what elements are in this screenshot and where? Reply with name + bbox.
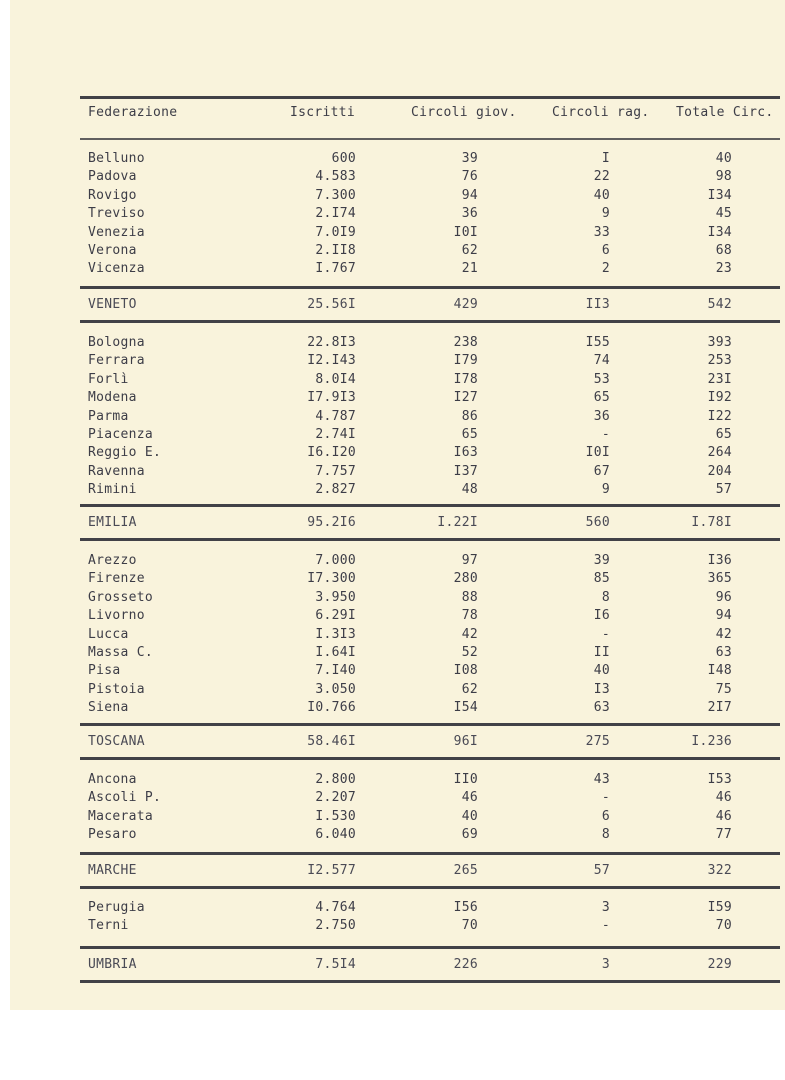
totale-circ-cell: 2I7 bbox=[707, 700, 732, 715]
table-row bbox=[0, 771, 785, 789]
iscritti-cell: 7.757 bbox=[315, 464, 356, 479]
table-row bbox=[0, 570, 785, 588]
federazione-cell: Pistoia bbox=[88, 682, 145, 697]
circoli-giov-cell: 429 bbox=[453, 297, 478, 312]
region-total-bottom-rule bbox=[80, 538, 780, 541]
header-bottom-rule bbox=[80, 138, 780, 140]
totale-circ-cell: 63 bbox=[715, 645, 732, 660]
region-total-row bbox=[0, 514, 785, 532]
circoli-giov-cell: 78 bbox=[461, 608, 478, 623]
iscritti-cell: I7.300 bbox=[307, 571, 356, 586]
circoli-rag-cell: 39 bbox=[593, 553, 610, 568]
circoli-giov-cell: I0I bbox=[453, 225, 478, 240]
federazione-cell: Reggio E. bbox=[88, 445, 162, 460]
iscritti-cell: 4.764 bbox=[315, 900, 356, 915]
federazione-cell: Ravenna bbox=[88, 464, 145, 479]
header-circoli-rag: Circoli rag. bbox=[552, 105, 650, 120]
region-total-bottom-rule bbox=[80, 320, 780, 323]
totale-circ-cell: 46 bbox=[715, 790, 732, 805]
circoli-giov-cell: 96I bbox=[453, 734, 478, 749]
table-row bbox=[0, 444, 785, 462]
circoli-rag-cell: I0I bbox=[585, 445, 610, 460]
totale-circ-cell: 365 bbox=[707, 571, 732, 586]
circoli-rag-cell: I3 bbox=[593, 682, 610, 697]
federazione-cell: Pisa bbox=[88, 663, 121, 678]
table-row bbox=[0, 552, 785, 570]
iscritti-cell: I7.9I3 bbox=[307, 390, 356, 405]
circoli-giov-cell: I.22I bbox=[437, 515, 478, 530]
circoli-giov-cell: 62 bbox=[461, 682, 478, 697]
table-row bbox=[0, 408, 785, 426]
federazione-cell: Parma bbox=[88, 409, 129, 424]
totale-circ-cell: I34 bbox=[707, 225, 732, 240]
iscritti-cell: 7.300 bbox=[315, 188, 356, 203]
circoli-giov-cell: I54 bbox=[453, 700, 478, 715]
circoli-rag-cell: 40 bbox=[593, 663, 610, 678]
federazione-cell: Firenze bbox=[88, 571, 145, 586]
header-totale-circ: Totale Circ. bbox=[676, 105, 774, 120]
circoli-giov-cell: 65 bbox=[461, 427, 478, 442]
federazione-cell: Macerata bbox=[88, 809, 154, 824]
circoli-giov-cell: 40 bbox=[461, 809, 478, 824]
region-total-row bbox=[0, 733, 785, 751]
iscritti-cell: 8.0I4 bbox=[315, 372, 356, 387]
circoli-rag-cell: 560 bbox=[585, 515, 610, 530]
table-row bbox=[0, 626, 785, 644]
totale-circ-cell: I53 bbox=[707, 772, 732, 787]
totale-circ-cell: 229 bbox=[707, 957, 732, 972]
iscritti-cell: 4.583 bbox=[315, 169, 356, 184]
table-row bbox=[0, 352, 785, 370]
federazione-cell: TOSCANA bbox=[88, 734, 145, 749]
federazione-cell: EMILIA bbox=[88, 515, 137, 530]
table-row bbox=[0, 371, 785, 389]
totale-circ-cell: 70 bbox=[715, 918, 732, 933]
circoli-rag-cell: 22 bbox=[593, 169, 610, 184]
table-row bbox=[0, 334, 785, 352]
table-row bbox=[0, 644, 785, 662]
region-separator-rule bbox=[80, 852, 780, 855]
region-total-row bbox=[0, 296, 785, 314]
circoli-giov-cell: 238 bbox=[453, 335, 478, 350]
totale-circ-cell: I36 bbox=[707, 553, 732, 568]
circoli-rag-cell: - bbox=[601, 790, 610, 805]
totale-circ-cell: 57 bbox=[715, 482, 732, 497]
iscritti-cell: I6.I20 bbox=[307, 445, 356, 460]
circoli-rag-cell: 40 bbox=[593, 188, 610, 203]
totale-circ-cell: I59 bbox=[707, 900, 732, 915]
table-row bbox=[0, 589, 785, 607]
federazione-cell: Pesaro bbox=[88, 827, 137, 842]
totale-circ-cell: I22 bbox=[707, 409, 732, 424]
circoli-rag-cell: II bbox=[593, 645, 610, 660]
circoli-rag-cell: 67 bbox=[593, 464, 610, 479]
circoli-rag-cell: I6 bbox=[593, 608, 610, 623]
circoli-giov-cell: 39 bbox=[461, 151, 478, 166]
totale-circ-cell: 94 bbox=[715, 608, 732, 623]
circoli-giov-cell: 86 bbox=[461, 409, 478, 424]
federazione-cell: Lucca bbox=[88, 627, 129, 642]
federazione-cell: Ferrara bbox=[88, 353, 145, 368]
table-row bbox=[0, 681, 785, 699]
circoli-rag-cell: 53 bbox=[593, 372, 610, 387]
circoli-rag-cell: 43 bbox=[593, 772, 610, 787]
totale-circ-cell: 204 bbox=[707, 464, 732, 479]
federazione-cell: Grosseto bbox=[88, 590, 154, 605]
federazione-cell: Vicenza bbox=[88, 261, 145, 276]
iscritti-cell: 2.II8 bbox=[315, 243, 356, 258]
circoli-rag-cell: 3 bbox=[601, 900, 610, 915]
circoli-giov-cell: I78 bbox=[453, 372, 478, 387]
region-total-row bbox=[0, 862, 785, 880]
federazione-cell: Livorno bbox=[88, 608, 145, 623]
federazione-cell: Ascoli P. bbox=[88, 790, 162, 805]
circoli-rag-cell: - bbox=[601, 427, 610, 442]
table-row bbox=[0, 187, 785, 205]
table-row bbox=[0, 463, 785, 481]
iscritti-cell: 7.0I9 bbox=[315, 225, 356, 240]
totale-circ-cell: I.236 bbox=[691, 734, 732, 749]
federazione-cell: Rovigo bbox=[88, 188, 137, 203]
federazione-cell: Treviso bbox=[88, 206, 145, 221]
circoli-rag-cell: 9 bbox=[601, 206, 610, 221]
circoli-giov-cell: 69 bbox=[461, 827, 478, 842]
totale-circ-cell: 75 bbox=[715, 682, 732, 697]
region-separator-rule bbox=[80, 946, 780, 949]
totale-circ-cell: 393 bbox=[707, 335, 732, 350]
header-federazione: Federazione bbox=[88, 105, 178, 120]
iscritti-cell: I.3I3 bbox=[315, 627, 356, 642]
table-row bbox=[0, 899, 785, 917]
iscritti-cell: 2.750 bbox=[315, 918, 356, 933]
circoli-giov-cell: 88 bbox=[461, 590, 478, 605]
circoli-giov-cell: 48 bbox=[461, 482, 478, 497]
table-row bbox=[0, 808, 785, 826]
circoli-giov-cell: 21 bbox=[461, 261, 478, 276]
totale-circ-cell: I.78I bbox=[691, 515, 732, 530]
region-separator-rule bbox=[80, 286, 780, 289]
iscritti-cell: 7.5I4 bbox=[315, 957, 356, 972]
table-header bbox=[0, 104, 785, 122]
table-row bbox=[0, 481, 785, 499]
federazione-cell: Belluno bbox=[88, 151, 145, 166]
federazione-cell: Rimini bbox=[88, 482, 137, 497]
circoli-rag-cell: 36 bbox=[593, 409, 610, 424]
circoli-giov-cell: 280 bbox=[453, 571, 478, 586]
iscritti-cell: 25.56I bbox=[307, 297, 356, 312]
circoli-giov-cell: 52 bbox=[461, 645, 478, 660]
circoli-giov-cell: I08 bbox=[453, 663, 478, 678]
federazione-cell: Padova bbox=[88, 169, 137, 184]
header-circoli-giov: Circoli giov. bbox=[411, 105, 517, 120]
circoli-giov-cell: 36 bbox=[461, 206, 478, 221]
circoli-rag-cell: 275 bbox=[585, 734, 610, 749]
region-total-row bbox=[0, 956, 785, 974]
iscritti-cell: 7.I40 bbox=[315, 663, 356, 678]
circoli-rag-cell: 33 bbox=[593, 225, 610, 240]
iscritti-cell: 4.787 bbox=[315, 409, 356, 424]
iscritti-cell: 95.2I6 bbox=[307, 515, 356, 530]
totale-circ-cell: 264 bbox=[707, 445, 732, 460]
table-row bbox=[0, 389, 785, 407]
federazione-cell: Bologna bbox=[88, 335, 145, 350]
circoli-rag-cell: 9 bbox=[601, 482, 610, 497]
totale-circ-cell: 23 bbox=[715, 261, 732, 276]
iscritti-cell: 2.800 bbox=[315, 772, 356, 787]
table-row bbox=[0, 607, 785, 625]
iscritti-cell: 6.29I bbox=[315, 608, 356, 623]
circoli-rag-cell: 57 bbox=[593, 863, 610, 878]
totale-circ-cell: 45 bbox=[715, 206, 732, 221]
circoli-giov-cell: I56 bbox=[453, 900, 478, 915]
table-row bbox=[0, 826, 785, 844]
circoli-rag-cell: I55 bbox=[585, 335, 610, 350]
region-separator-rule bbox=[80, 504, 780, 507]
federazione-cell: MARCHE bbox=[88, 863, 137, 878]
circoli-giov-cell: I63 bbox=[453, 445, 478, 460]
circoli-giov-cell: 97 bbox=[461, 553, 478, 568]
circoli-rag-cell: 6 bbox=[601, 809, 610, 824]
circoli-giov-cell: 42 bbox=[461, 627, 478, 642]
federazione-cell: Massa C. bbox=[88, 645, 154, 660]
header-iscritti: Iscritti bbox=[290, 105, 356, 120]
table-row bbox=[0, 662, 785, 680]
circoli-giov-cell: I37 bbox=[453, 464, 478, 479]
table-row bbox=[0, 224, 785, 242]
iscritti-cell: 2.74I bbox=[315, 427, 356, 442]
iscritti-cell: 3.050 bbox=[315, 682, 356, 697]
circoli-rag-cell: 85 bbox=[593, 571, 610, 586]
circoli-rag-cell: 74 bbox=[593, 353, 610, 368]
totale-circ-cell: I34 bbox=[707, 188, 732, 203]
region-total-bottom-rule bbox=[80, 886, 780, 889]
region-total-bottom-rule bbox=[80, 757, 780, 760]
table-row bbox=[0, 168, 785, 186]
table-row bbox=[0, 789, 785, 807]
circoli-giov-cell: 46 bbox=[461, 790, 478, 805]
iscritti-cell: I.767 bbox=[315, 261, 356, 276]
iscritti-cell: 600 bbox=[331, 151, 356, 166]
region-separator-rule bbox=[80, 723, 780, 726]
circoli-rag-cell: 3 bbox=[601, 957, 610, 972]
federazione-cell: Terni bbox=[88, 918, 129, 933]
circoli-giov-cell: 94 bbox=[461, 188, 478, 203]
circoli-giov-cell: II0 bbox=[453, 772, 478, 787]
table-row bbox=[0, 426, 785, 444]
table-row bbox=[0, 242, 785, 260]
table-row bbox=[0, 205, 785, 223]
header-top-rule bbox=[80, 96, 780, 99]
federazione-cell: Venezia bbox=[88, 225, 145, 240]
region-total-bottom-rule bbox=[80, 980, 780, 983]
totale-circ-cell: 65 bbox=[715, 427, 732, 442]
totale-circ-cell: 253 bbox=[707, 353, 732, 368]
iscritti-cell: 7.000 bbox=[315, 553, 356, 568]
federazione-cell: Modena bbox=[88, 390, 137, 405]
iscritti-cell: 58.46I bbox=[307, 734, 356, 749]
iscritti-cell: I2.577 bbox=[307, 863, 356, 878]
iscritti-cell: I.530 bbox=[315, 809, 356, 824]
table-row bbox=[0, 917, 785, 935]
iscritti-cell: 22.8I3 bbox=[307, 335, 356, 350]
iscritti-cell: 2.I74 bbox=[315, 206, 356, 221]
federazione-cell: Verona bbox=[88, 243, 137, 258]
circoli-giov-cell: 226 bbox=[453, 957, 478, 972]
totale-circ-cell: 77 bbox=[715, 827, 732, 842]
circoli-rag-cell: - bbox=[601, 918, 610, 933]
circoli-giov-cell: 76 bbox=[461, 169, 478, 184]
totale-circ-cell: I48 bbox=[707, 663, 732, 678]
iscritti-cell: I2.I43 bbox=[307, 353, 356, 368]
circoli-rag-cell: 8 bbox=[601, 827, 610, 842]
circoli-giov-cell: I79 bbox=[453, 353, 478, 368]
federazione-cell: Siena bbox=[88, 700, 129, 715]
iscritti-cell: I0.766 bbox=[307, 700, 356, 715]
circoli-rag-cell: 6 bbox=[601, 243, 610, 258]
iscritti-cell: I.64I bbox=[315, 645, 356, 660]
totale-circ-cell: 98 bbox=[715, 169, 732, 184]
circoli-rag-cell: - bbox=[601, 627, 610, 642]
totale-circ-cell: 322 bbox=[707, 863, 732, 878]
federazione-cell: Ancona bbox=[88, 772, 137, 787]
table-row bbox=[0, 260, 785, 278]
iscritti-cell: 2.827 bbox=[315, 482, 356, 497]
federazione-cell: Piacenza bbox=[88, 427, 154, 442]
circoli-giov-cell: 62 bbox=[461, 243, 478, 258]
circoli-giov-cell: 70 bbox=[461, 918, 478, 933]
federazione-cell: Forlì bbox=[88, 372, 129, 387]
totale-circ-cell: 40 bbox=[715, 151, 732, 166]
iscritti-cell: 2.207 bbox=[315, 790, 356, 805]
circoli-giov-cell: 265 bbox=[453, 863, 478, 878]
totale-circ-cell: 542 bbox=[707, 297, 732, 312]
circoli-rag-cell: 63 bbox=[593, 700, 610, 715]
federazione-cell: VENETO bbox=[88, 297, 137, 312]
circoli-rag-cell: I bbox=[601, 151, 610, 166]
totale-circ-cell: 96 bbox=[715, 590, 732, 605]
table-row bbox=[0, 150, 785, 168]
circoli-rag-cell: 8 bbox=[601, 590, 610, 605]
circoli-rag-cell: II3 bbox=[585, 297, 610, 312]
iscritti-cell: 3.950 bbox=[315, 590, 356, 605]
federazione-cell: UMBRIA bbox=[88, 957, 137, 972]
totale-circ-cell: 42 bbox=[715, 627, 732, 642]
totale-circ-cell: 46 bbox=[715, 809, 732, 824]
federazione-cell: Arezzo bbox=[88, 553, 137, 568]
federazione-cell: Perugia bbox=[88, 900, 145, 915]
circoli-rag-cell: 2 bbox=[601, 261, 610, 276]
circoli-giov-cell: I27 bbox=[453, 390, 478, 405]
table-row bbox=[0, 699, 785, 717]
circoli-rag-cell: 65 bbox=[593, 390, 610, 405]
totale-circ-cell: I92 bbox=[707, 390, 732, 405]
totale-circ-cell: 23I bbox=[707, 372, 732, 387]
totale-circ-cell: 68 bbox=[715, 243, 732, 258]
iscritti-cell: 6.040 bbox=[315, 827, 356, 842]
